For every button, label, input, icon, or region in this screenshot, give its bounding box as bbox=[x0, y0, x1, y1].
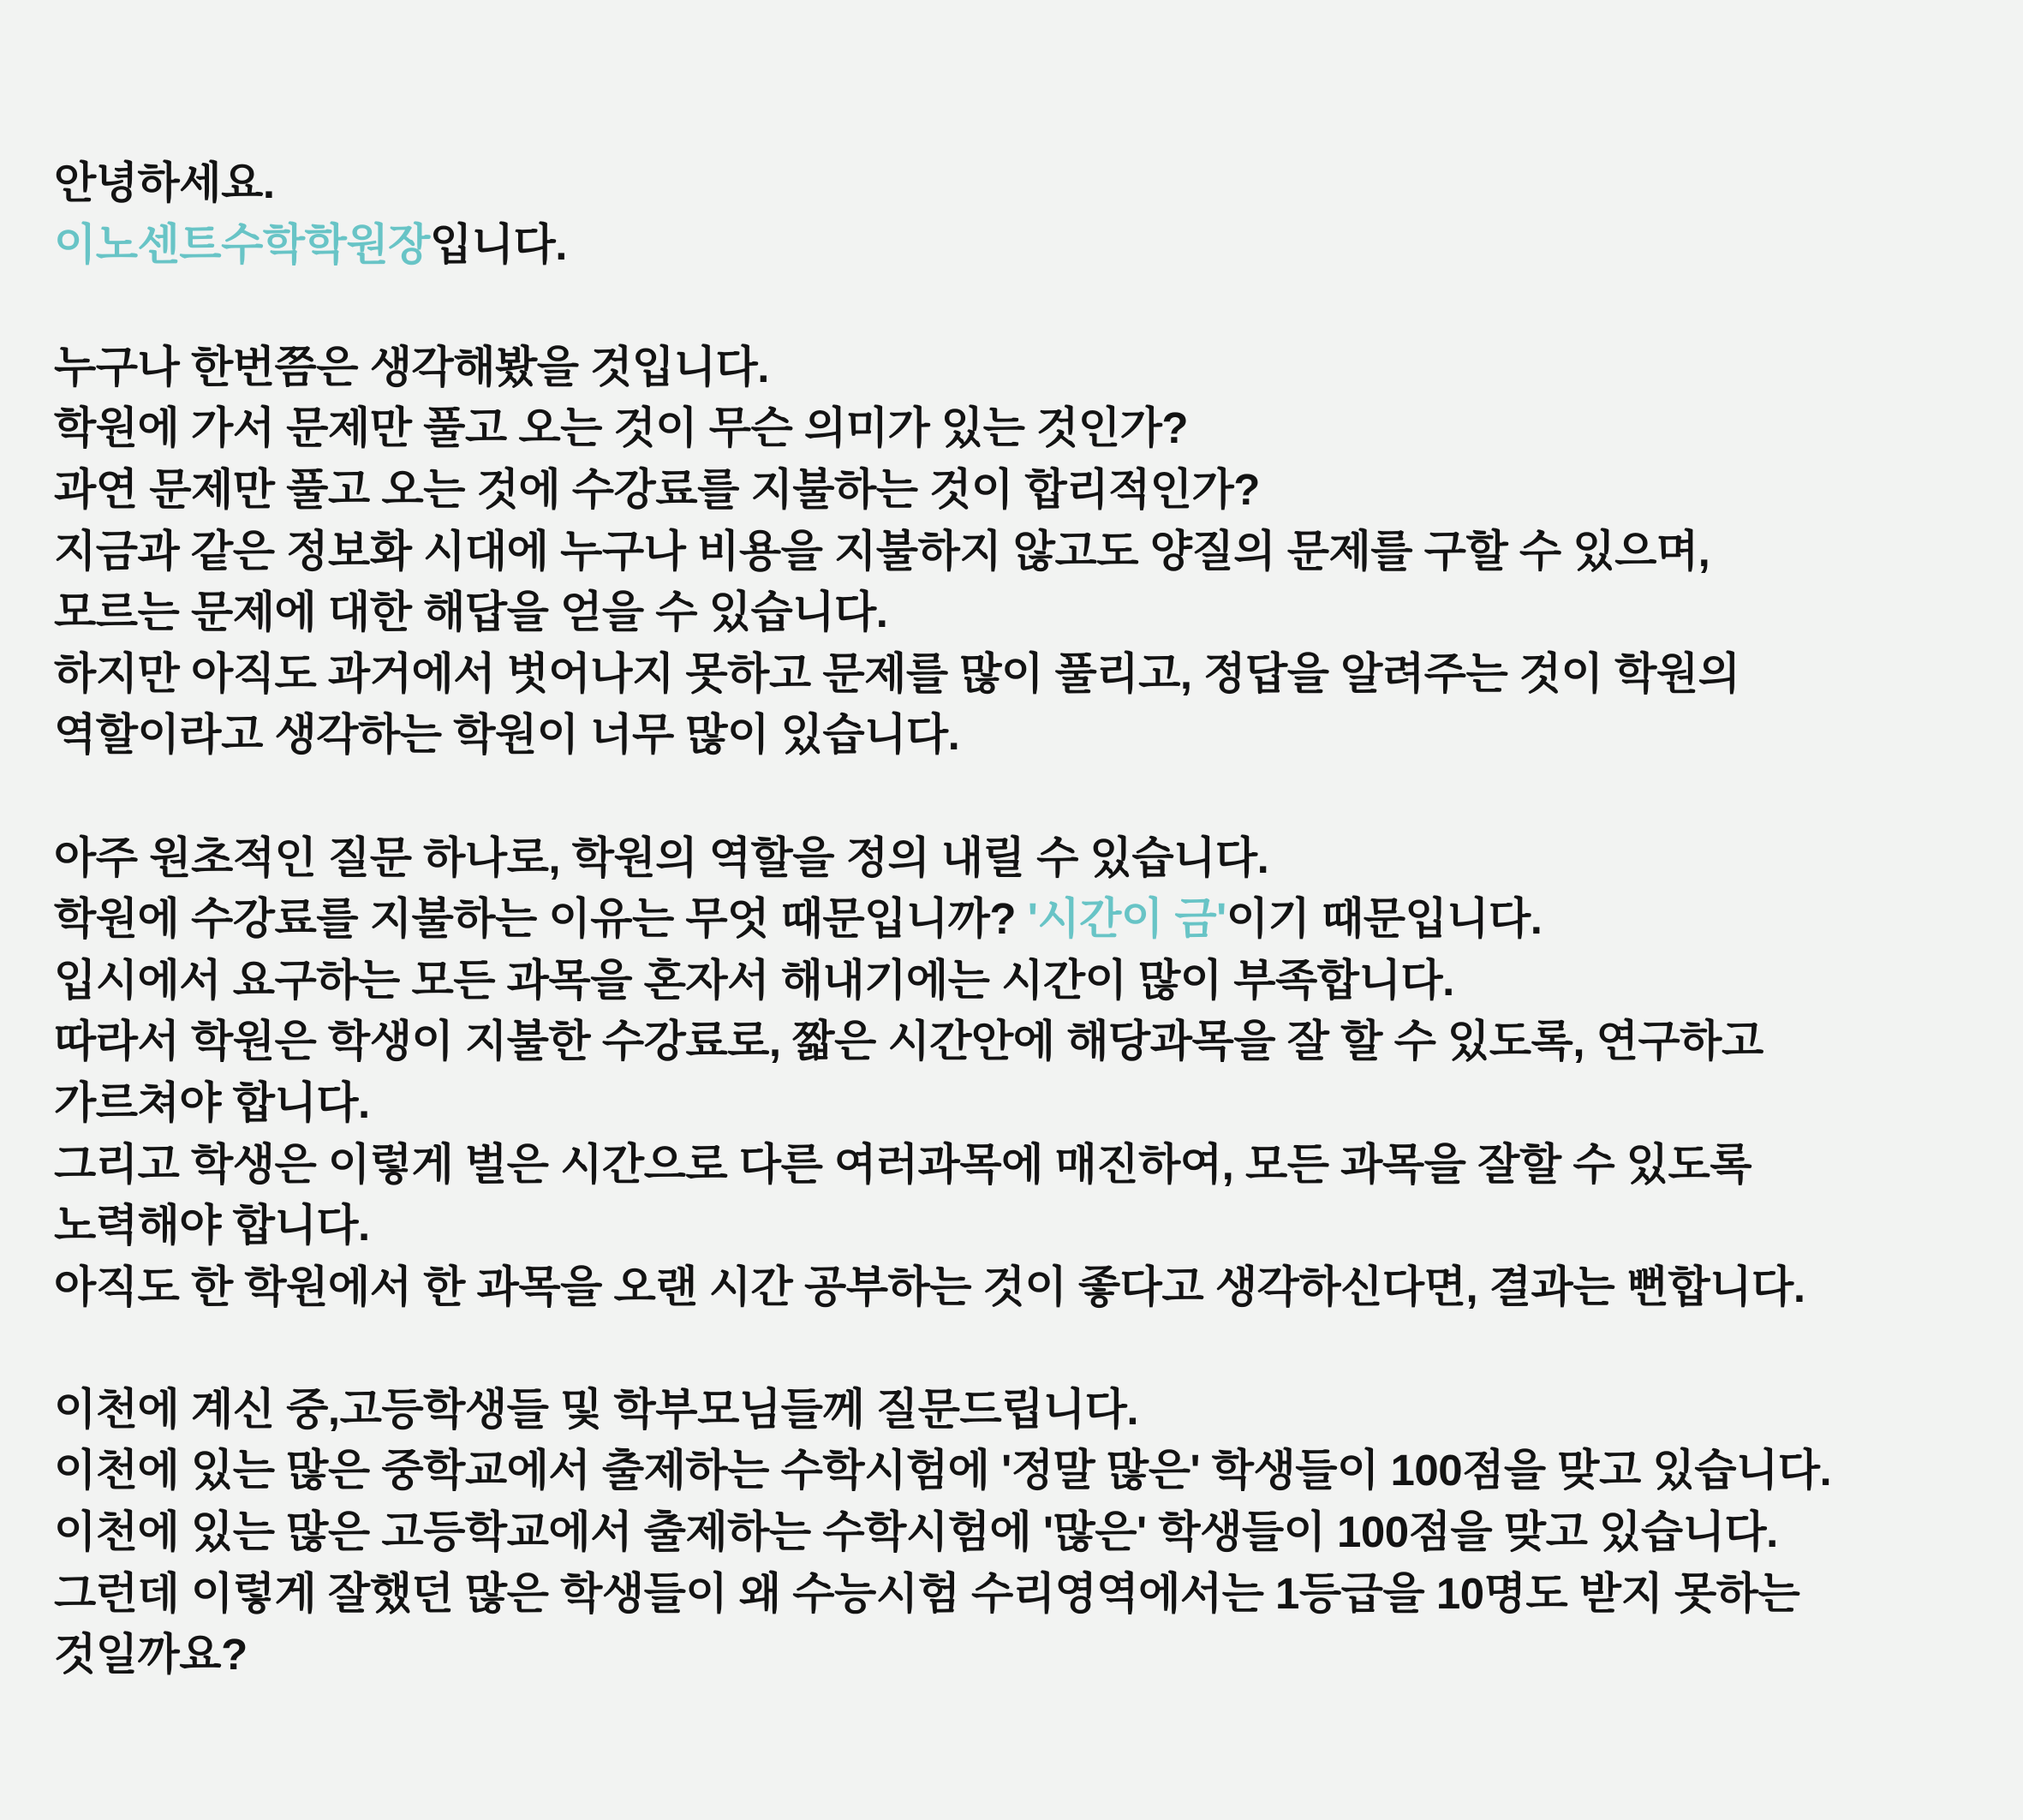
text-segment: 입니다. bbox=[429, 219, 567, 269]
text-line bbox=[54, 827, 1831, 889]
accent-text: 이노센트수학학원장 bbox=[54, 219, 430, 269]
text-line bbox=[54, 888, 1831, 950]
text-segment: 역할이라고 생각하는 학원이 너무 많이 있습니다. bbox=[54, 710, 960, 760]
text-segment: 학원에 가서 문제만 풀고 오는 것이 무슨 의미가 있는 것인가? bbox=[54, 403, 1189, 453]
text-line bbox=[54, 521, 1831, 582]
text-segment: 지금과 같은 정보화 시대에 누구나 비용을 지불하지 않고도 양질의 문제를 구할 수 있으며, bbox=[54, 526, 1710, 576]
text-segment: 이천에 계신 중,고등학생들 및 학부모님들께 질문드립니다. bbox=[54, 1384, 1139, 1434]
text-segment: 학원에 수강료를 지불하는 이유는 무엇 때문입니까? bbox=[54, 894, 1028, 944]
text-segment: 하지만 아직도 과거에서 벗어나지 못하고 문제를 많이 풀리고, 정답을 알려주는 것이 학원의 bbox=[54, 648, 1740, 698]
text-segment: 입시에서 요구하는 모든 과목을 혼자서 해내기에는 시간이 많이 부족합니다. bbox=[54, 955, 1454, 1005]
text-segment: 모르는 문제에 대한 해답을 얻을 수 있습니다. bbox=[54, 588, 888, 637]
text-segment: 과연 문제만 풀고 오는 것에 수강료를 지불하는 것이 합리적인가? bbox=[54, 464, 1260, 514]
paragraph-3 bbox=[54, 827, 1831, 1318]
text-segment: 이천에 있는 많은 고등학교에서 출제하는 수학시험에 '많은' 학생들이 100점을 맞고 있습니다. bbox=[54, 1507, 1778, 1557]
text-segment: 그런데 이렇게 잘했던 많은 학생들이 왜 수능시험 수리영역에서는 1등급을 10명도 받지 못하는 bbox=[54, 1568, 1800, 1618]
text-segment: 아주 원초적인 질문 하나로, 학원의 역할을 정의 내릴 수 있습니다. bbox=[54, 832, 1269, 882]
text-line bbox=[54, 1072, 1831, 1134]
paragraph-1 bbox=[54, 152, 1831, 275]
academy-intro-letter bbox=[54, 152, 1831, 1686]
text-line bbox=[54, 1563, 1831, 1625]
text-segment: 가르쳐야 합니다. bbox=[54, 1077, 370, 1127]
text-line bbox=[54, 1134, 1831, 1196]
text-line bbox=[54, 1440, 1831, 1501]
text-line bbox=[54, 582, 1831, 643]
text-segment: 노력해야 합니다. bbox=[54, 1201, 370, 1250]
text-line bbox=[54, 214, 1831, 276]
text-line bbox=[54, 1624, 1831, 1686]
text-line bbox=[54, 1256, 1831, 1318]
text-line bbox=[54, 704, 1831, 766]
text-segment: 그리고 학생은 이렇게 벌은 시간으로 다른 여러과목에 매진하여, 모든 과목을 잘할 수 있도록 bbox=[54, 1139, 1752, 1189]
accent-text: '시간이 금' bbox=[1027, 894, 1226, 944]
text-segment: 아직도 한 학원에서 한 과목을 오랜 시간 공부하는 것이 좋다고 생각하신다면, 결과는 뻔합니다. bbox=[54, 1262, 1805, 1311]
paragraph-4 bbox=[54, 1379, 1831, 1686]
text-segment: 따라서 학원은 학생이 지불한 수강료로, 짧은 시간안에 해당과목을 잘 할 수 있도록, 연구하고 bbox=[54, 1017, 1763, 1066]
text-segment: 누구나 한번쯤은 생각해봤을 것입니다. bbox=[54, 342, 769, 391]
text-line bbox=[54, 337, 1831, 398]
text-segment: 것일까요? bbox=[54, 1630, 248, 1680]
text-line bbox=[54, 397, 1831, 459]
text-segment: 이기 때문입니다. bbox=[1226, 894, 1543, 944]
text-line bbox=[54, 1195, 1831, 1256]
paragraph-2 bbox=[54, 337, 1831, 766]
text-line bbox=[54, 1379, 1831, 1441]
text-line bbox=[54, 643, 1831, 705]
text-line bbox=[54, 459, 1831, 521]
text-line bbox=[54, 950, 1831, 1011]
text-line bbox=[54, 1501, 1831, 1563]
text-line bbox=[54, 1011, 1831, 1072]
text-segment: 안녕하세요. bbox=[54, 158, 275, 207]
text-segment: 이천에 있는 많은 중학교에서 출제하는 수학시험에 '정말 많은' 학생들이 100점을 맞고 있습니다. bbox=[54, 1446, 1832, 1495]
text-line bbox=[54, 152, 1831, 214]
